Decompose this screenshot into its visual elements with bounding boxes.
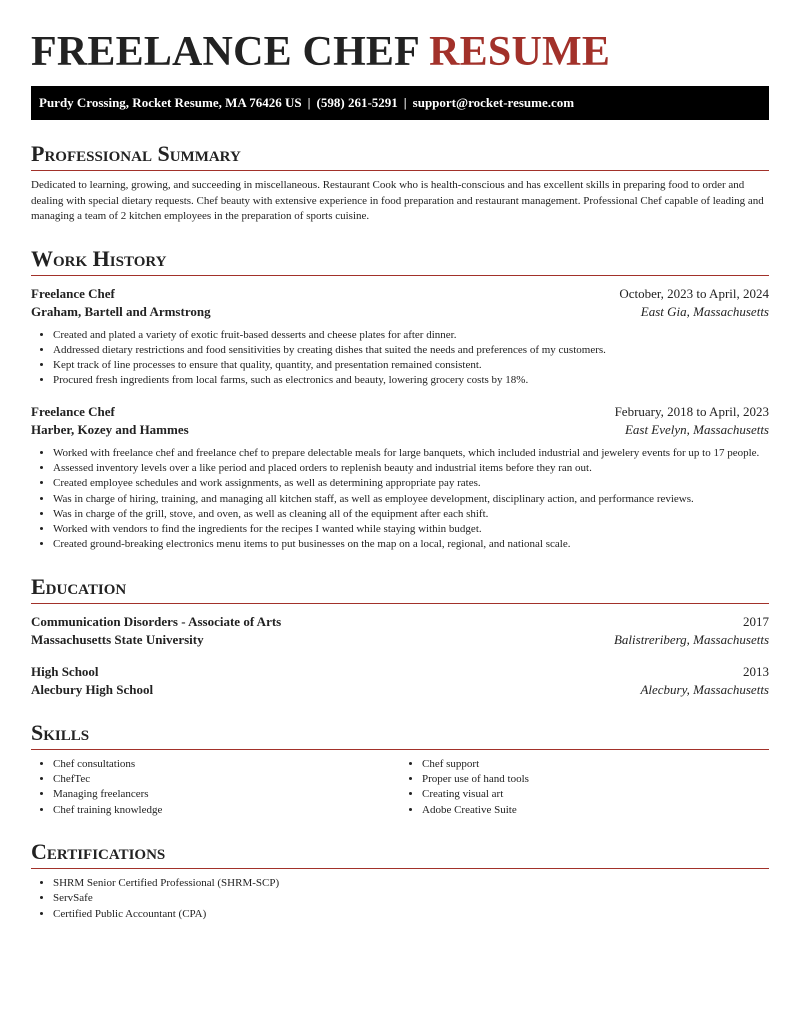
education-heading: Education [31, 573, 769, 604]
education-school: Alecbury High School [31, 681, 154, 697]
title-main: FREELANCE CHEF [31, 29, 419, 75]
contact-phone[interactable]: (598) 261-5291 [316, 95, 398, 110]
list-item: • Chef training knowledge [53, 803, 400, 818]
job-location: East Evelyn, Massachusetts [624, 421, 769, 437]
job-bullets [31, 328, 769, 389]
job-entry [31, 285, 769, 389]
job-company: Graham, Bartell and Armstrong [31, 303, 211, 319]
list-item: • ChefTec [53, 772, 400, 787]
certifications-heading: Certifications [31, 838, 769, 869]
education-year: 2013 [743, 663, 769, 679]
list-item: • Managing freelancers [53, 787, 400, 802]
job-title: Freelance Chef [31, 403, 115, 419]
job-dates: October, 2023 to April, 2024 [619, 285, 769, 301]
list-item: • Chef support [422, 757, 769, 772]
summary-text: Dedicated to learning, growing, and succeeding in miscellaneous. Restaurant Cook who is health-conscious and has excellent skills in preparing food to order and dealing with special dietary requests. Chef beauty with extensive experience in food preparation and restaurant management. Professional Chef capable of leading and managing a team of 2 kitchen employees in the preparation of sports cuisine. [31, 179, 764, 222]
job-dates: February, 2018 to April, 2023 [614, 403, 769, 419]
list-item: • Creating visual art [422, 787, 769, 802]
education-degree: Communication Disorders - Associate of Arts [31, 613, 282, 629]
title-accent: RESUME [429, 29, 611, 75]
education-school: Massachusetts State University [31, 631, 204, 647]
resume-title [31, 28, 769, 76]
list-item: • Created ground-breaking electronics menu items to put businesses on the map on a local, regional, and national scale. [53, 537, 769, 552]
list-item: • ServSafe [53, 891, 769, 906]
job-title: Freelance Chef [31, 285, 115, 301]
contact-separator: | [307, 95, 311, 110]
list-item: • Was in charge of the grill, stove, and oven, as well as cleaning all of the equipment after each shift. [53, 507, 769, 522]
list-item: • Proper use of hand tools [422, 772, 769, 787]
summary-heading: Professional Summary [31, 140, 769, 171]
skills-heading: Skills [31, 719, 769, 750]
contact-address: Purdy Crossing, Rocket Resume, MA 76426 US [39, 95, 302, 110]
education-location: Balistreriberg, Massachusetts [613, 631, 769, 647]
work-history-heading: Work History [31, 245, 769, 276]
contact-bar [31, 86, 769, 120]
job-location: East Gia, Massachusetts [640, 303, 769, 319]
list-item: • Chef consultations [53, 757, 400, 772]
education-location: Alecbury, Massachusetts [640, 681, 769, 697]
list-item: • Kept track of line processes to ensure that quality, quantity, and presentation remained consistent. [53, 358, 769, 373]
education-entry [31, 663, 769, 699]
list-item: • Created and plated a variety of exotic fruit-based desserts and cheese plates for after dinner. [53, 328, 769, 343]
skills-list-right [400, 757, 769, 818]
job-bullets [31, 446, 769, 553]
list-item: • Worked with vendors to find the ingredients for the recipes I wanted while staying within budget. [53, 522, 769, 537]
list-item: • Addressed dietary restrictions and food sensitivities by creating dishes that suited the needs and preferences of my customers. [53, 343, 769, 358]
list-item: • Procured fresh ingredients from local farms, such as electronics and beauty, lowering grocery costs by 18%. [53, 373, 769, 388]
skills-columns [31, 757, 769, 818]
skills-list-left [31, 757, 400, 818]
list-item: • SHRM Senior Certified Professional (SHRM-SCP) [53, 876, 769, 891]
job-company: Harber, Kozey and Hammes [31, 421, 189, 437]
contact-separator: | [403, 95, 407, 110]
education-year: 2017 [743, 613, 769, 629]
job-entry [31, 403, 769, 553]
list-item: • Worked with freelance chef and freelance chef to prepare delectable meals for large banquets, which included industrial and jewelery events for up to 17 people. [53, 446, 769, 461]
list-item: • Certified Public Accountant (CPA) [53, 907, 769, 922]
contact-email[interactable]: support@rocket-resume.com [412, 95, 575, 110]
certifications-list [31, 876, 769, 922]
list-item: • Adobe Creative Suite [422, 803, 769, 818]
education-entry [31, 613, 769, 649]
list-item: • Created employee schedules and work assignments, as well as determining appropriate pay rates. [53, 476, 769, 491]
list-item: • Assessed inventory levels over a like period and placed orders to replenish beauty and industrial items before they ran out. [53, 461, 769, 476]
education-degree: High School [31, 663, 99, 679]
list-item: • Was in charge of hiring, training, and managing all kitchen staff, as well as employee development, disciplinary action, and performance reviews. [53, 492, 769, 507]
